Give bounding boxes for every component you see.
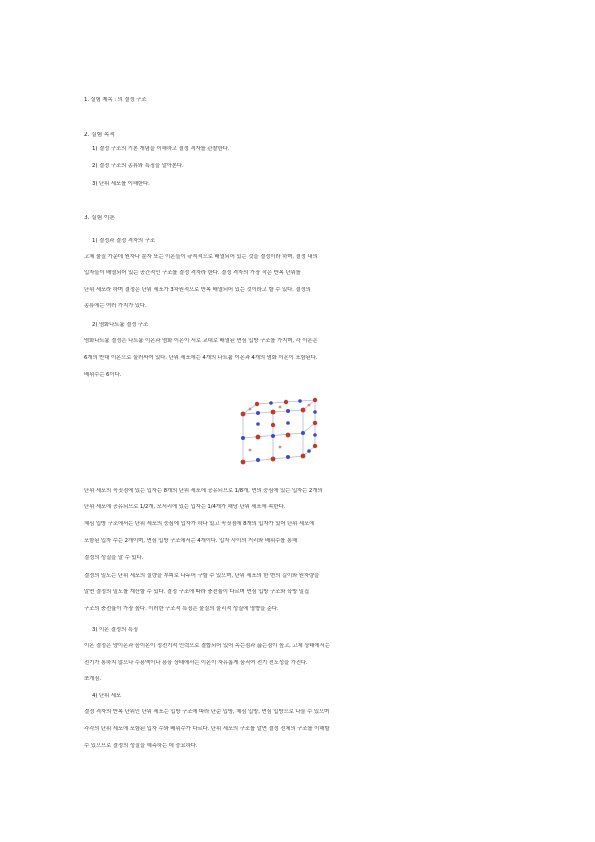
paragraph-line: 쪼개짐. [84,676,101,682]
paragraph-line: 종류에는 여러 가지가 있다. [84,303,147,309]
paragraph-line: 6개의 반대 이온으로 둘러싸여 있다. 단위 세포에는 4개의 나트륨 이온과 4개의 염화 이온이 포함된다. [84,355,318,361]
paragraph-line: 결정 격자의 반복 단위인 단위 세포는 입방 구조에 따라 단순 입방, 체심 입방, 면심 입방으로 나눌 수 있으며 [84,709,330,715]
purpose-item-1: 1) 결정 구조의 기본 개념을 이해하고 결정 격자를 관찰한다. [92,146,230,152]
subsection-title-3: 3) 이온 결정의 특징 [92,627,138,633]
purpose-item-3: 3) 단위 세포를 이해한다. [92,181,150,187]
purpose-item-2: 2) 결정 구조의 종류와 특징을 알아본다. [92,163,184,169]
document-title: 1. 실험 제목 : 의 결정 구조 [84,97,147,103]
paragraph-line: 단위 세포에 공유되므로 1/2개, 모서리에 있는 입자는 1/4개가 해당 단위 세포에 속한다. [84,504,286,510]
paragraph-line: 알면 결정의 밀도를 계산할 수 있다. 결정 구조에 따라 충전율이 다르며 면심 입방 구조와 육방 밀집 [84,589,310,595]
paragraph-line: 결정의 밀도는 단위 세포의 질량을 부피로 나누어 구할 수 있으며, 단위 세포의 한 변의 길이와 원자량을 [84,573,320,579]
paragraph-line: 염화나트륨 결정은 나트륨 이온과 염화 이온이 서로 교대로 배열된 면심 입방 구조를 가지며, 각 이온은 [84,338,318,344]
subsection-title-1: 1) 결정과 결정 격자의 구조 [92,238,155,244]
paragraph-line: 입자들이 배열되어 있는 공간적인 구조를 결정 격자라 한다. 결정 격자의 가장 작은 반복 단위를 [84,270,301,276]
subsection-title-2: 2) 염화나트륨 결정 구조 [92,322,149,328]
paragraph-line: 체심 입방 구조에서는 단위 세포의 중심에 입자가 하나 있고 꼭짓점에 8개의 입자가 있어 단위 세포에 [84,521,315,527]
paragraph-line: 고체 물질 가운데 원자나 분자 또는 이온들이 규칙적으로 배열되어 있는 것을 결정이라 하며, 결정 내의 [84,254,318,260]
paragraph-line: 전기가 통하지 않으나 수용액이나 용융 상태에서는 이온이 자유롭게 움직여 전기 전도성을 가진다. [84,660,308,666]
paragraph-line: 수 있으므로 결정의 성질을 예측하는 데 중요하다. [84,743,198,749]
section-heading-purpose: 2. 실험 목적 [84,132,115,138]
paragraph-line: 단위 세포라 하며 결정은 단위 세포가 3차원적으로 반복 배열되어 있는 것이라고 할 수 있다. 결정의 [84,287,311,293]
paragraph-line: 각각의 단위 세포에 포함된 입자 수와 배위수가 다르다. 단위 세포의 구조를 알면 결정 전체의 구조를 이해할 [84,726,330,732]
paragraph-line: 구조의 충전율이 가장 높다. 이러한 구조적 특징은 물질의 물리적 성질에 영향을 준다. [84,606,279,612]
paragraph-line: 단위 세포의 꼭짓점에 있는 입자는 8개의 단위 세포에 공유되므로 1/8개, 면의 중심에 있는 입자는 2개의 [84,488,323,494]
paragraph-line: 포함된 입자 수는 2개이며, 면심 입방 구조에서는 4개이다. 입자 사이의 거리와 배위수를 통해 [84,538,298,544]
section-heading-theory: 3. 실험 이론 [84,215,115,221]
subsection-title-4: 4) 단위 세포 [92,693,121,699]
paragraph-line: 결정의 성질을 알 수 있다. [84,555,144,561]
paragraph-line: 배위수는 6이다. [84,372,122,378]
crystal-structure-figure [233,392,325,468]
paragraph-line: 이온 결정은 양이온과 음이온이 정전기적 인력으로 결합되어 있어 녹는점과 끓는점이 높고, 고체 상태에서는 [84,643,330,649]
